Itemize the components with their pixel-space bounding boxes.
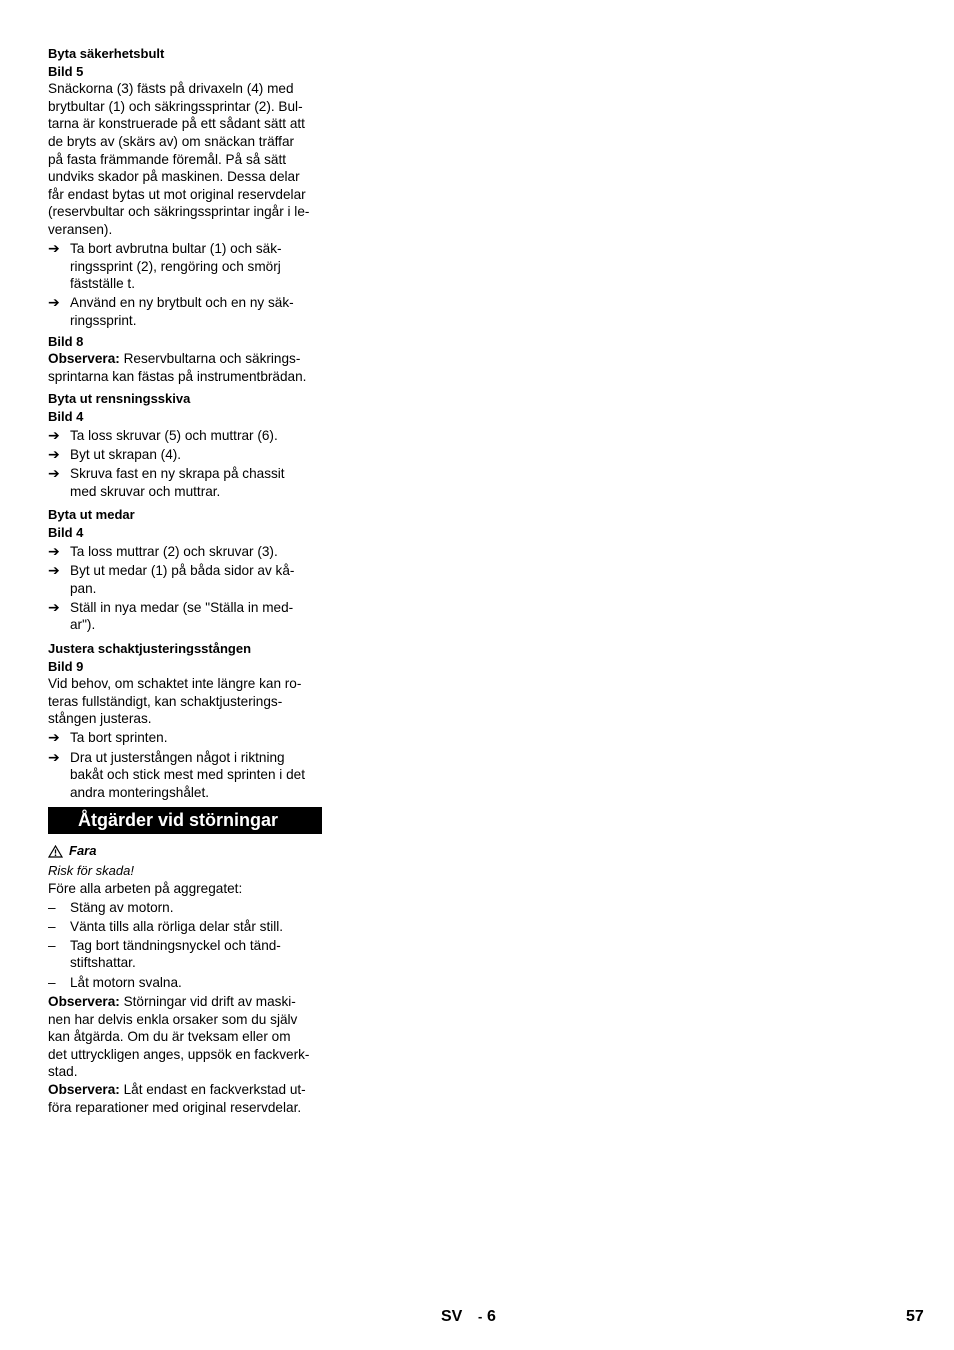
heading-byta-ut-medar: Byta ut medar: [48, 507, 135, 523]
note-label: Observera:: [48, 994, 120, 1010]
step-text: Ta bort avbrutna bultar (1) och säk- ringssprint (2), rengöring och smörj fästställe t.: [70, 241, 282, 292]
arrow-right-icon: ➔: [48, 294, 60, 311]
figure-ref: Bild 5: [48, 63, 84, 79]
footer-sub-page: 6: [487, 1308, 496, 1325]
heading-byta-ut-rensningsskiva: Byta ut rensningsskiva: [48, 391, 191, 407]
step-item: [48, 446, 322, 464]
dash-icon: –: [48, 899, 56, 915]
note: [48, 1081, 322, 1116]
heading-byta-sakerhetsbult: Byta säkerhetsbult: [48, 46, 165, 61]
figure-ref: Bild 8: [48, 333, 84, 349]
step-text: Byt ut medar (1) på båda sidor av kå- pan.: [70, 563, 295, 596]
figure-ref: Bild 9: [48, 658, 84, 674]
arrow-right-icon: ➔: [48, 426, 60, 443]
list-text: Vänta tills alla rörliga delar står still.: [70, 918, 284, 934]
paragraph: Vid behov, om schaktet inte längre kan ro- teras fullständigt, kan schaktjusterings- stången justeras.: [48, 676, 302, 727]
dash-icon: –: [48, 974, 56, 990]
arrow-right-icon: ➔: [48, 729, 60, 746]
danger-label: Fara: [69, 843, 97, 859]
step-item: [48, 562, 322, 597]
step-text: Ta loss muttrar (2) och skruvar (3).: [70, 544, 278, 560]
step-item: [48, 543, 322, 561]
list-text: Låt motorn svalna.: [70, 974, 182, 990]
intro-text: Före alla arbeten på aggregatet:: [48, 880, 243, 896]
step-text: Ta loss skruvar (5) och muttrar (6).: [70, 427, 278, 443]
step-item: [48, 240, 322, 293]
footer-separator: -: [478, 1309, 483, 1324]
section-banner: Åtgärder vid störningar: [48, 807, 322, 834]
danger-notice: [48, 842, 322, 860]
arrow-right-icon: ➔: [48, 748, 60, 765]
figure-ref: Bild 4: [48, 524, 84, 540]
arrow-right-icon: ➔: [48, 562, 60, 579]
list-item: [48, 918, 322, 936]
note-text: Låt endast en fackverkstad ut- föra reparationer med original reservdelar.: [48, 1082, 306, 1115]
list-text: Tag bort tändningsnyckel och tänd- stiftshattar.: [70, 937, 281, 971]
list-item: [48, 937, 322, 972]
step-text: Byt ut skrapan (4).: [70, 447, 182, 463]
step-text: Dra ut justerstången något i riktning bakåt och stick mest med sprinten i det andra monteringshålet.: [70, 749, 305, 800]
step-item: [48, 294, 322, 329]
list-item: [48, 974, 322, 992]
note-label: Observera:: [48, 1082, 120, 1098]
footer-language: SV: [441, 1308, 463, 1325]
paragraph: Snäckorna (3) fästs på drivaxeln (4) med brytbultar (1) och säkringssprintar (2). Bul- tarna är konstruerade på ett sådant sätt att de bryts av (skärs av) om snäckan träffar på fasta främmande föremål. På så sätt undviks skador på maskinen. Dessa delar får endast bytas ut mot original reservdelar (reservbultar och säkringssprintar ingår i le- veransen).: [48, 81, 310, 237]
step-text: Använd en ny brytbult och en ny säk- ringssprint.: [70, 295, 294, 328]
step-item: [48, 465, 322, 500]
page-number: 57: [906, 1308, 924, 1325]
arrow-right-icon: ➔: [48, 543, 60, 560]
arrow-right-icon: ➔: [48, 465, 60, 482]
step-item: [48, 599, 322, 634]
note: [48, 350, 322, 385]
step-text: Skruva fast en ny skrapa på chassit med skruvar och muttrar.: [70, 466, 285, 499]
note-text: Störningar vid drift av maski- nen har delvis enkla orsaker som du själv kan åtgärda. Om du är tveksam eller om det uttryckligen anges, uppsök en fackverk- stad.: [48, 994, 310, 1080]
list-text: Stäng av motorn.: [70, 899, 174, 915]
content-column: [48, 45, 322, 1116]
heading-justera-schaktjusteringsstangen: Justera schaktjusteringsstången: [48, 641, 252, 656]
note-label: Observera:: [48, 351, 120, 367]
step-text: Ta bort sprinten.: [70, 730, 168, 746]
step-item: [48, 729, 322, 747]
warning-triangle-icon: [48, 845, 63, 858]
dash-icon: –: [48, 937, 56, 953]
step-text: Ställ in nya medar (se "Ställa in med- ar").: [70, 599, 294, 633]
note-text: Reservbultarna och säkrings- sprintarna kan fästas på instrumentbrädan.: [48, 351, 307, 384]
arrow-right-icon: ➔: [48, 598, 60, 615]
arrow-right-icon: ➔: [48, 240, 60, 257]
step-item: [48, 749, 322, 802]
figure-ref: Bild 4: [48, 408, 84, 424]
arrow-right-icon: ➔: [48, 446, 60, 463]
risk-text: Risk för skada!: [48, 862, 134, 878]
step-item: [48, 427, 322, 445]
dash-icon: –: [48, 918, 56, 934]
list-item: [48, 899, 322, 917]
note: [48, 993, 322, 1081]
